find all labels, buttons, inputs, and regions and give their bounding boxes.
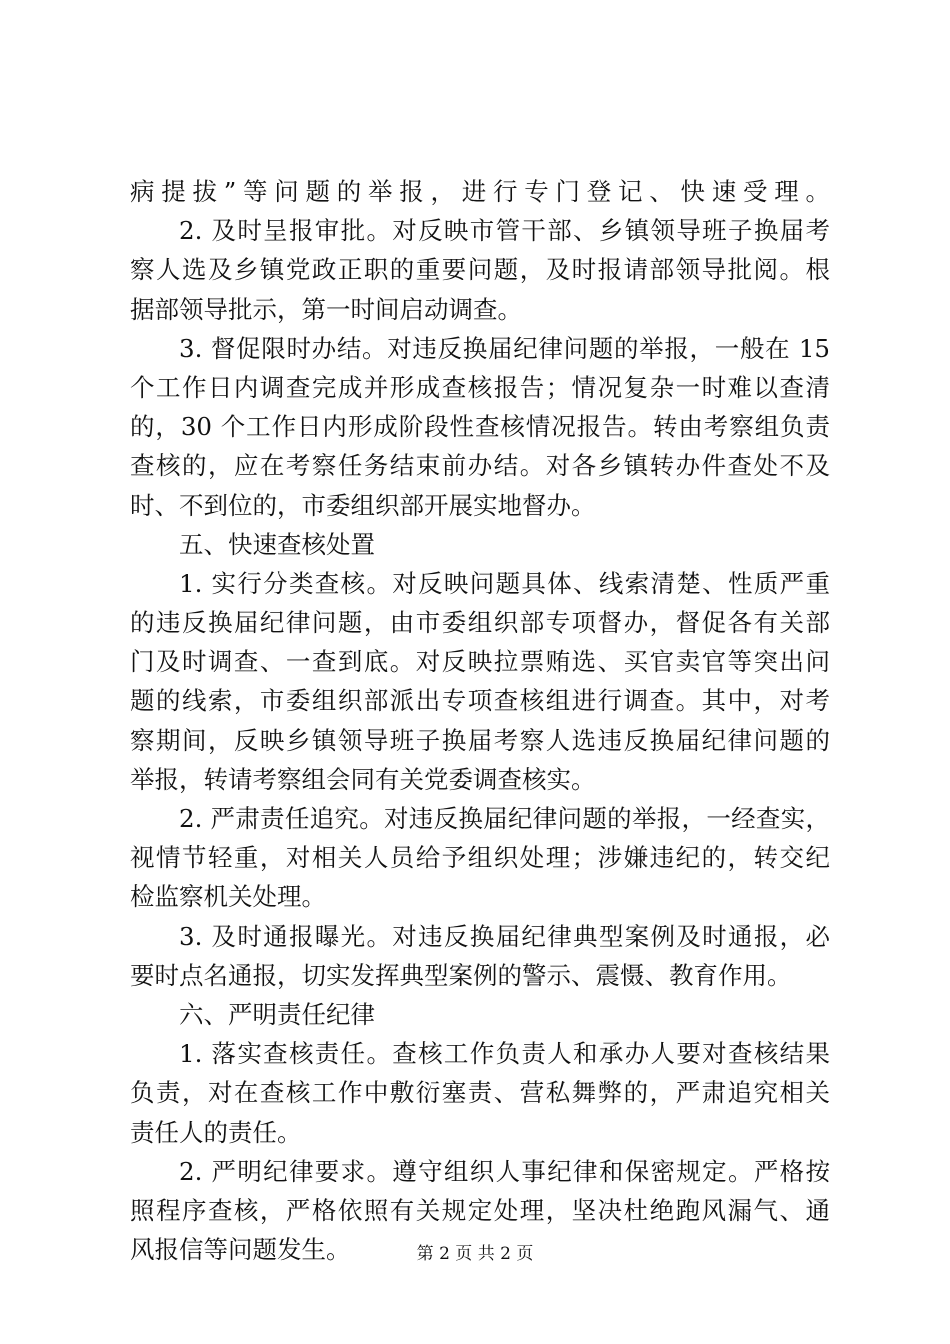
text-line: 病提拔”等问题的举报，进行专门登记、快速受理。 [130, 177, 830, 206]
text-line: 1. 落实查核责任。查核工作负责人和承办人要对查核结果 [179, 1039, 830, 1069]
text-line: 门及时调查、一查到底。对反映拉票贿选、买官卖官等突出问 [130, 647, 830, 677]
text-line: 1. 实行分类查核。对反映问题具体、线索清楚、性质严重 [179, 568, 830, 598]
text-line: 查核的，应在考察任务结束前办结。对各乡镇转办件查处不及 [130, 451, 830, 481]
text-line: 察人选及乡镇党政正职的重要问题，及时报请部领导批阅。根 [130, 255, 830, 285]
section-heading: 五、快速查核处置 [179, 529, 375, 559]
text-line: 检监察机关处理。 [130, 882, 326, 912]
text-line: 责任人的责任。 [130, 1117, 302, 1147]
text-line: 3. 及时通报曝光。对违反换届纪律典型案例及时通报，必 [179, 921, 830, 951]
text-line: 2. 严明纪律要求。遵守组织人事纪律和保密规定。严格按 [179, 1156, 830, 1186]
text-line: 负责，对在查核工作中敷衍塞责、营私舞弊的，严肃追究相关 [130, 1078, 830, 1108]
text-line: 风报信等问题发生。 [130, 1235, 351, 1265]
text-line: 察期间，反映乡镇领导班子换届考察人选违反换届纪律问题的 [130, 725, 830, 755]
text-line: 题的线索，市委组织部派出专项查核组进行调查。其中，对考 [130, 686, 830, 716]
page-number-footer: 第 2 页 共 2 页 [416, 1244, 534, 1264]
text-line: 个工作日内调查完成并形成查核报告；情况复杂一时难以查清 [130, 372, 830, 402]
text-line: 的违反换届纪律问题，由市委组织部专项督办，督促各有关部 [130, 608, 830, 638]
document-body [130, 172, 830, 1269]
text-line: 2. 及时呈报审批。对反映市管干部、乡镇领导班子换届考 [179, 216, 830, 246]
text-line: 时、不到位的，市委组织部开展实地督办。 [130, 490, 596, 520]
text-line: 据部领导批示，第一时间启动调查。 [130, 294, 522, 324]
text-line: 视情节轻重，对相关人员给予组织处理；涉嫌违纪的，转交纪 [130, 843, 830, 873]
text-line: 的，30 个工作日内形成阶段性查核情况报告。转由考察组负责 [130, 412, 830, 442]
text-line: 要时点名通报，切实发挥典型案例的警示、震慑、教育作用。 [130, 960, 792, 990]
text-line: 2. 严肃责任追究。对违反换届纪律问题的举报，一经查实， [179, 804, 830, 833]
text-line: 照程序查核，严格依照有关规定处理，坚决杜绝跑风漏气、通 [130, 1195, 830, 1225]
section-heading: 六、严明责任纪律 [179, 999, 375, 1029]
text-line: 举报，转请考察组会同有关党委调查核实。 [130, 764, 596, 794]
text-line: 3. 督促限时办结。对违反换届纪律问题的举报，一般在 15 [179, 333, 830, 363]
